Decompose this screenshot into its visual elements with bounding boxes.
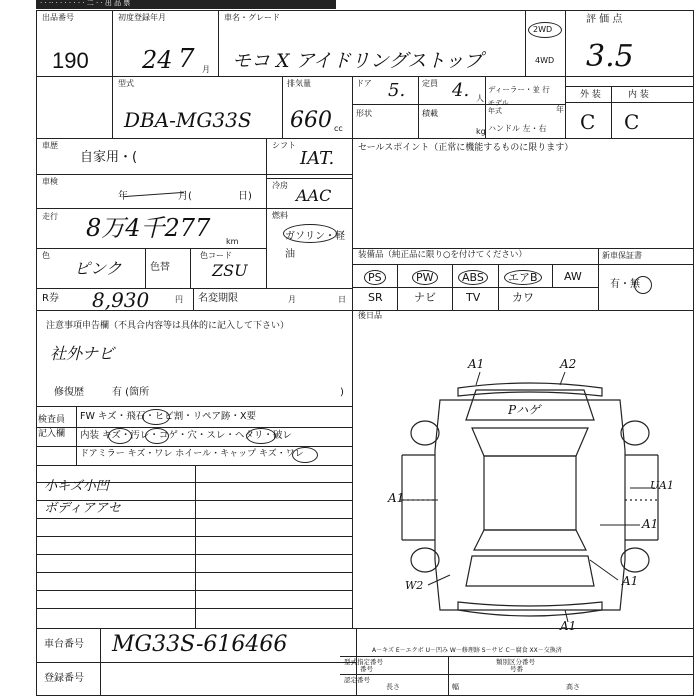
row-a-label: 番号 [360,665,373,673]
header-title: · · ·· · · · · · · · 二 · · 出 品 票 [40,0,131,7]
remark-1: 小キズ小凹 [44,479,109,494]
diagram-body-outline [435,400,625,610]
equip-navi: ナビ [414,291,436,304]
diagram-wheel-fl [411,421,439,445]
color-value: ピンク [74,259,122,278]
diagram-windshield [472,428,588,456]
model-label: 型式 [118,79,134,88]
expiry-label: 名変期限 [198,293,238,304]
interior-grade: C [624,110,640,134]
load-label: 積載 [422,109,438,118]
equipment-label: 装備品（純正品に限り○を付けてください） [358,250,527,260]
recycle-value: 8,930 [92,288,150,312]
equip-sr: SR [368,291,383,304]
shape-label: 形状 [356,109,372,118]
equip-pw: PW [412,270,438,285]
equip-leather: カワ [512,291,534,304]
equip-abs: ABS [458,270,488,285]
ac-value: AAC [296,186,332,205]
color-code-label: 色コード [200,251,232,260]
shift-value: IAT. [300,148,335,169]
repair-close: ) [340,387,344,398]
expiry-month: 月 [288,295,296,304]
handle-label: ハンドル 左・右 [488,124,547,133]
first-reg-year: 24 [142,46,173,74]
fuel-circle [283,224,337,243]
grade-label: 評 価 点 [586,14,623,25]
ac-label: 冷房 [272,181,288,190]
inspection-day-unit: 日) [238,191,252,202]
mark-bottom: A1 [560,619,577,633]
check-circle-2 [108,428,132,444]
first-reg-month: 7 [178,44,195,74]
mark-right-bottom: A1 [622,574,639,588]
model-value: DBA-MG33S [124,108,252,132]
model-year-unit: 年 [556,105,564,114]
diagram-wheel-fr [621,421,649,445]
first-reg-label: 初度登録年月 [118,13,166,22]
equip-aw: AW [564,270,582,283]
check-row-fw: FW キズ・飛石・ヒビ割・リペア跡・X要 [80,411,257,422]
height-label: 高さ [566,683,580,691]
usage-value: 自家用・( [80,150,138,165]
inspection-label: 車検 [42,177,58,186]
disp-value: 660 [290,108,332,133]
usage-label: 車歴 [42,141,58,150]
capacity-label: 定員 [422,79,438,88]
later-items-label: 後日品 [358,311,382,320]
check-row-mirror: ドアミラー キズ・ワレ ホイール・キャップ キズ・ワレ [80,449,304,459]
month-unit: 月 [202,65,210,74]
color-change-label: 色替 [150,262,170,273]
fuel-options: ガソリン・軽 油 [285,231,345,260]
model-year-label: モデル [488,99,509,107]
reg-label: 登録番号 [44,673,84,684]
mark-left: A1 [388,491,405,505]
car-name-label: 車名・グレード [224,13,280,22]
color-label: 色 [42,251,50,260]
diagram-rear-window [474,530,586,550]
width-label: 幅 [452,683,459,691]
disp-label: 排気量 [287,79,311,88]
mark-left-bottom: W2 [405,579,424,592]
mark-hood: Pハゲ [508,403,541,417]
car-name-value: モコ X アイドリングストップ [232,50,483,72]
load-unit: kg [476,127,486,136]
drive-4wd: 4WD [535,56,555,65]
check-circle-4 [246,428,276,444]
check-row-interior: 内装 キズ・汚レ・コゲ・穴・スレ・ヘタリ・破レ [80,430,292,441]
vin-value: MG33S-616466 [112,632,288,657]
equip-ps: PS [364,270,386,285]
category-label: 類別区分番号 [496,658,535,666]
new-car-warranty-value: 有・無 [610,279,640,290]
doors-value: 5. [388,80,406,101]
mark-right-lower: A1 [642,517,659,531]
check-circle-3 [145,428,169,444]
model-year-label2: 年式 [488,107,502,115]
recycle-label: R券 [42,293,59,304]
color-code-value: ZSU [212,261,248,280]
interior-label: 内 装 [628,90,649,100]
car-damage-diagram [380,357,680,635]
drive-2wd: 2WD [533,25,553,34]
remark-2: ボディアアセ [44,501,121,516]
mileage-unit: km [226,237,239,246]
damage-legend: A－キズ E－エクボ U－凹み W－修理跡 S－サビ C－腐食 XX－交換済 [372,647,562,654]
type-designation-label: 型式指定番号 [344,658,383,666]
check-circle-1 [142,409,170,425]
new-car-warranty-label: 新車保証書 [602,251,642,260]
mark-top-left: A1 [468,357,485,371]
disp-unit: cc [334,124,343,133]
lot-label: 出品番号 [42,13,74,22]
mileage-value: 8万4千277 [86,214,211,242]
capacity-value: 4. [452,80,470,101]
expiry-day: 日 [338,295,346,304]
equip-tv: TV [466,291,481,304]
exterior-grade: C [580,110,596,134]
exterior-label: 外 装 [580,90,601,100]
fuel-label: 燃料 [272,211,288,220]
diagram-rear-bumper [458,602,602,616]
inspection-month-unit: 月( [178,191,192,202]
equip-airbag: エアB [504,270,542,285]
doors-label: ドア [356,79,372,88]
diagram-trunk [466,556,594,586]
shift-label: シフト [272,141,296,150]
selling-points-label: セールスポイント（正常に機能するものに限ります） [358,143,574,153]
drive-2wd-circle [528,22,562,38]
inspection-year-unit: 年 [118,191,128,202]
inspector-label: 検査員 記入欄 [38,415,66,440]
lot-number: 190 [52,48,89,73]
repair-value: 有 (箇所 [112,387,150,398]
diagram-roof [484,456,576,530]
notes-value: 社外ナビ [50,344,115,363]
cert-label: 認定番号 [344,676,370,684]
warranty-circle [634,276,652,294]
repair-label: 修復歴 [54,387,84,398]
check-circle-5 [292,447,318,463]
mark-top-right: A2 [560,357,577,371]
recycle-unit: 円 [175,295,183,304]
mileage-label: 走行 [42,212,58,221]
vin-label: 車台番号 [44,639,84,650]
length-label: 長さ [386,683,400,691]
notes-label: 注意事項申告欄（不具合内容等は具体的に記入して下さい） [46,321,290,331]
capacity-unit: 人 [476,94,484,103]
dealer-label: ディーラー・並 行 [488,85,550,94]
mark-right-upper: UA1 [650,479,674,492]
grade-value: 3.5 [586,39,634,74]
row-b-label: 号番 [510,665,523,673]
